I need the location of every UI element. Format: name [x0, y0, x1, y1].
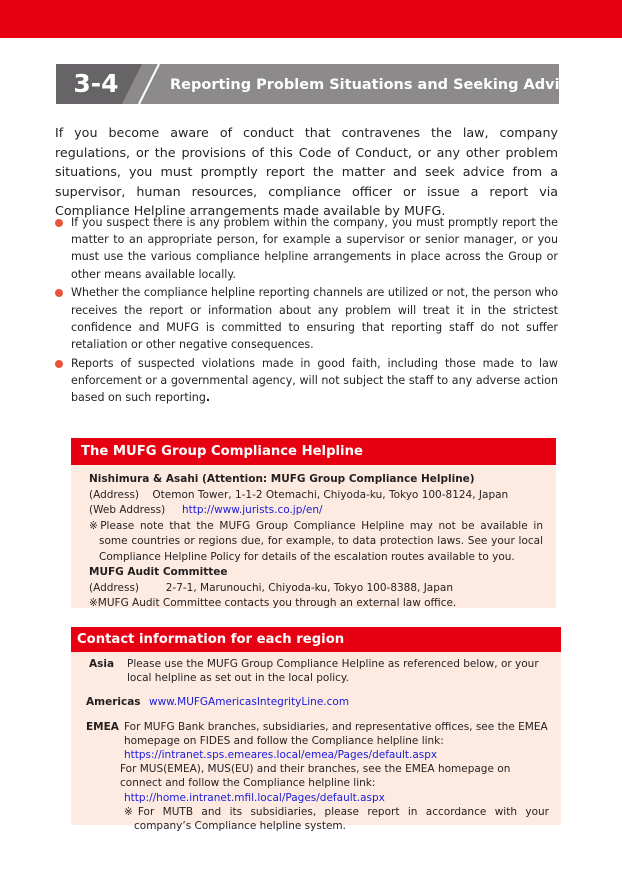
helpline-note-audit: ※MUFG Audit Committee contacts you through an external law office.	[89, 597, 457, 609]
org1-web-line	[89, 503, 543, 519]
helpline-note-availability: ※Please note that the MUFG Group Compliance Helpline may not be available in some countries or regions due, for example, to data protection laws. See your local Compliance Helpline Policy for details of the escalation routes available to you.	[89, 519, 543, 563]
region-emea-link-mus[interactable]: http://home.intranet.mfil.local/Pages/default.aspx	[124, 791, 385, 804]
org1-web-label: (Web Address)	[89, 504, 166, 516]
regions-box-body	[85, 657, 555, 833]
bullet-dot-icon	[55, 219, 63, 227]
section-header	[56, 64, 579, 104]
region-americas	[85, 695, 555, 709]
bullet-3-period: .	[205, 391, 211, 405]
bullet-dot-icon	[55, 289, 63, 297]
org2-address-line	[89, 581, 543, 597]
bullet-text: If you suspect there is any problem within the company, you must promptly report the matter to an appropriate person, for example a supervisor or senior manager, or you must use the various compliance helpline arrangements in place across the Group or other means available locally.	[71, 216, 558, 281]
region-asia-content	[127, 657, 547, 685]
region-emea-text-bank: For MUFG Bank branches, subsidiaries, and representative offices, see the EMEA homepage on FIDES and follow the Compliance helpline link:	[124, 720, 548, 747]
org1-address: Otemon Tower, 1-1-2 Otemachi, Chiyoda-ku, Tokyo 100-8124, Japan	[152, 488, 509, 501]
org2-name: MUFG Audit Committee	[89, 566, 228, 578]
helpline-box-body	[89, 472, 543, 612]
helpline-box	[71, 438, 556, 608]
regions-box	[71, 627, 561, 833]
bullet-text: Reports of suspected violations made in good faith, including those made to law enforcement or a governmental agency, will not subject the staff to any adverse action based on such reporting.	[71, 356, 558, 405]
intro-paragraph: If you become aware of conduct that contravenes the law, company regulations, or the provisions of this Code of Conduct, or any other problem situations, you must promptly report the matter and seek advice from a supervisor, human resources, compliance officer or issue a report via Compliance Helpline arrangements made available by MUFG.	[55, 125, 558, 219]
region-emea	[85, 720, 555, 834]
region-emea-link-bank[interactable]: https://intranet.sps.emeares.local/emea/Pages/default.aspx	[124, 749, 438, 762]
region-americas-link[interactable]: www.MUFGAmericasIntegrityLine.com	[149, 696, 350, 709]
region-asia-label: Asia	[89, 658, 115, 670]
region-asia	[85, 657, 555, 685]
region-emea-content	[120, 720, 549, 834]
regions-box-title: Contact information for each region	[71, 627, 561, 652]
region-emea-note-mutb: ※For MUTB and its subsidiaries, please report in accordance with your company’s Compliance helpline system.	[124, 805, 549, 833]
region-emea-label: EMEA	[86, 720, 119, 733]
bullet-item	[55, 214, 558, 283]
org1-name: Nishimura & Asahi (Attention: MUFG Group Compliance Helpline)	[89, 473, 475, 485]
slash-divider-icon	[122, 64, 162, 104]
bullet-list	[55, 214, 558, 408]
section-title: Reporting Problem Situations and Seeking Advice	[170, 77, 579, 93]
helpline-box-title: The MUFG Group Compliance Helpline	[71, 438, 556, 465]
org1-address-line	[89, 488, 543, 504]
org1-address-label: (Address)	[89, 488, 140, 501]
region-americas-label: Americas	[86, 696, 141, 709]
region-asia-text: Please use the MUFG Group Compliance Helpline as referenced below, or your local helpline as set out in the local policy.	[127, 658, 539, 685]
org2-address: 2-7-1, Marunouchi, Chiyoda-ku, Tokyo 100-8388, Japan	[165, 581, 453, 594]
top-red-band	[0, 0, 622, 38]
org1-web-link[interactable]: http://www.jurists.co.jp/en/	[181, 504, 323, 516]
region-emea-text-mus: For MUS(EMEA), MUS(EU) and their branches, see the EMEA homepage on connect and follow the Compliance helpline link:	[120, 763, 511, 790]
section-number: 3-4	[73, 69, 119, 98]
bullet-item	[55, 284, 558, 353]
org2-address-label: (Address)	[89, 581, 140, 594]
bullet-text: Whether the compliance helpline reporting channels are utilized or not, the person who receives the report or information about any problem will treat it in the strictest confidence and MUFG is committed to ensuring that reporting staff do not suffer retaliation or other negative consequences.	[71, 286, 558, 351]
bullet-dot-icon	[55, 360, 63, 368]
bullet-item	[55, 355, 558, 407]
